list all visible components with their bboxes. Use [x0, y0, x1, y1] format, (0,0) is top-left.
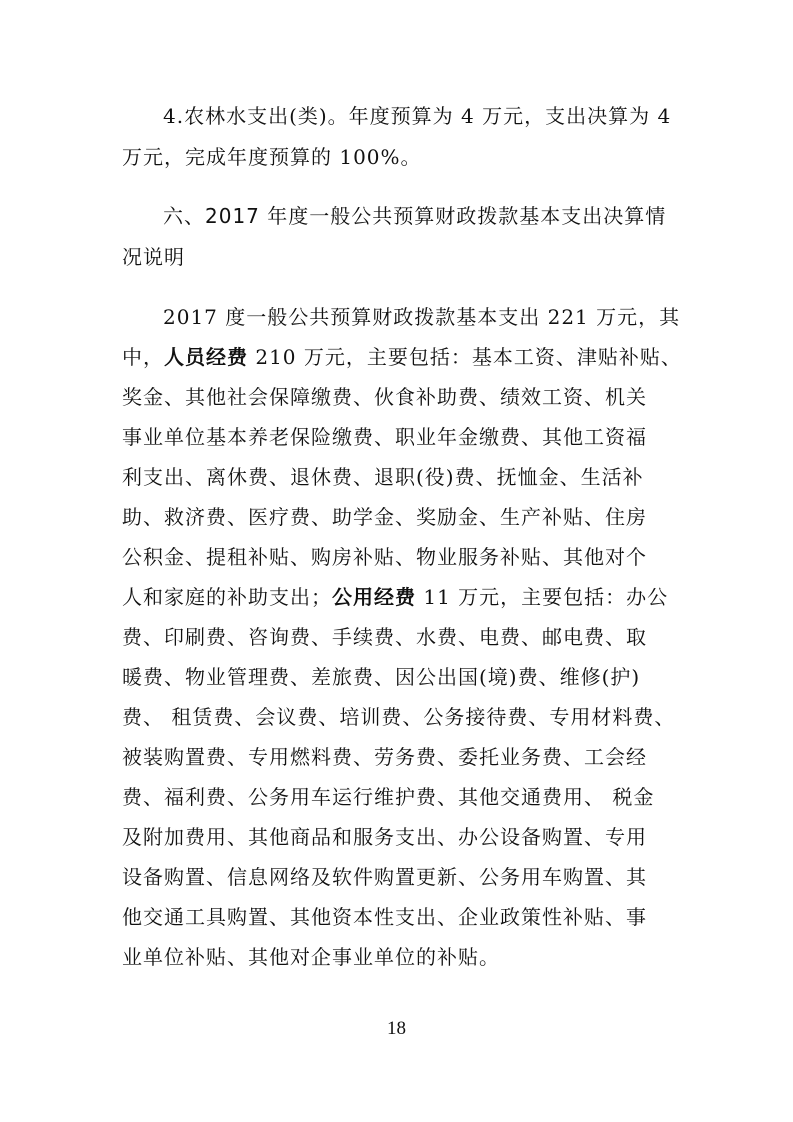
body-line-8-prefix: 人和家庭的补助支出；: [122, 585, 332, 609]
body-line-3: 奖金、其他社会保障缴费、伙食补助费、绩效工资、机关: [122, 385, 647, 409]
public-expenses-label: 公用经费: [332, 585, 416, 609]
body-line-10: 暖费、物业管理费、差旅费、因公出国(境)费、维修(护): [122, 665, 641, 689]
body-line-9: 费、印刷费、咨询费、手续费、水费、电费、邮电费、取: [122, 625, 647, 649]
body-line-12: 被装购置费、专用燃料费、劳务费、委托业务费、工会经: [122, 745, 647, 769]
page-number: 18: [387, 1018, 406, 1039]
section-four-line-1: 4.农林水支出(类)。年度预算为 4 万元，支出决算为 4: [163, 104, 672, 128]
section-six-heading-line-2: 况说明: [122, 245, 185, 269]
personnel-expenses-label: 人员经费: [164, 345, 248, 369]
body-line-4: 事业单位基本养老保险缴费、职业年金缴费、其他工资福: [122, 425, 647, 449]
body-line-13: 费、福利费、公务用车运行维护费、其他交通费用、 税金: [122, 785, 655, 809]
body-line-2: [122, 345, 682, 369]
body-line-5: 利支出、离休费、退休费、退职(役)费、抚恤金、生活补: [122, 465, 644, 489]
body-line-14: 及附加费用、其他商品和服务支出、办公设备购置、专用: [122, 825, 647, 849]
section-six-heading-line-1: 六、2017 年度一般公共预算财政拨款基本支出决算情: [163, 204, 667, 228]
body-line-7: 公积金、提租补贴、购房补贴、物业服务补贴、其他对个: [122, 545, 647, 569]
body-line-2-suffix: 210 万元，主要包括：基本工资、津贴补贴、: [248, 345, 682, 369]
body-line-17: 业单位补贴、其他对企事业单位的补贴。: [122, 945, 500, 969]
body-line-15: 设备购置、信息网络及软件购置更新、公务用车购置、其: [122, 865, 647, 889]
body-line-1: 2017 度一般公共预算财政拨款基本支出 221 万元，其: [163, 305, 681, 329]
body-line-2-prefix: 中，: [122, 345, 164, 369]
body-line-8: [122, 585, 668, 609]
body-line-16: 他交通工具购置、其他资本性支出、企业政策性补贴、事: [122, 905, 647, 929]
body-line-6: 助、救济费、医疗费、助学金、奖励金、生产补贴、住房: [122, 505, 647, 529]
section-four-line-2: 万元，完成年度预算的 100%。: [122, 145, 422, 169]
body-line-11: 费、 租赁费、会议费、培训费、公务接待费、专用材料费、: [122, 705, 676, 729]
body-line-8-suffix: 11 万元，主要包括：办公: [416, 585, 669, 609]
